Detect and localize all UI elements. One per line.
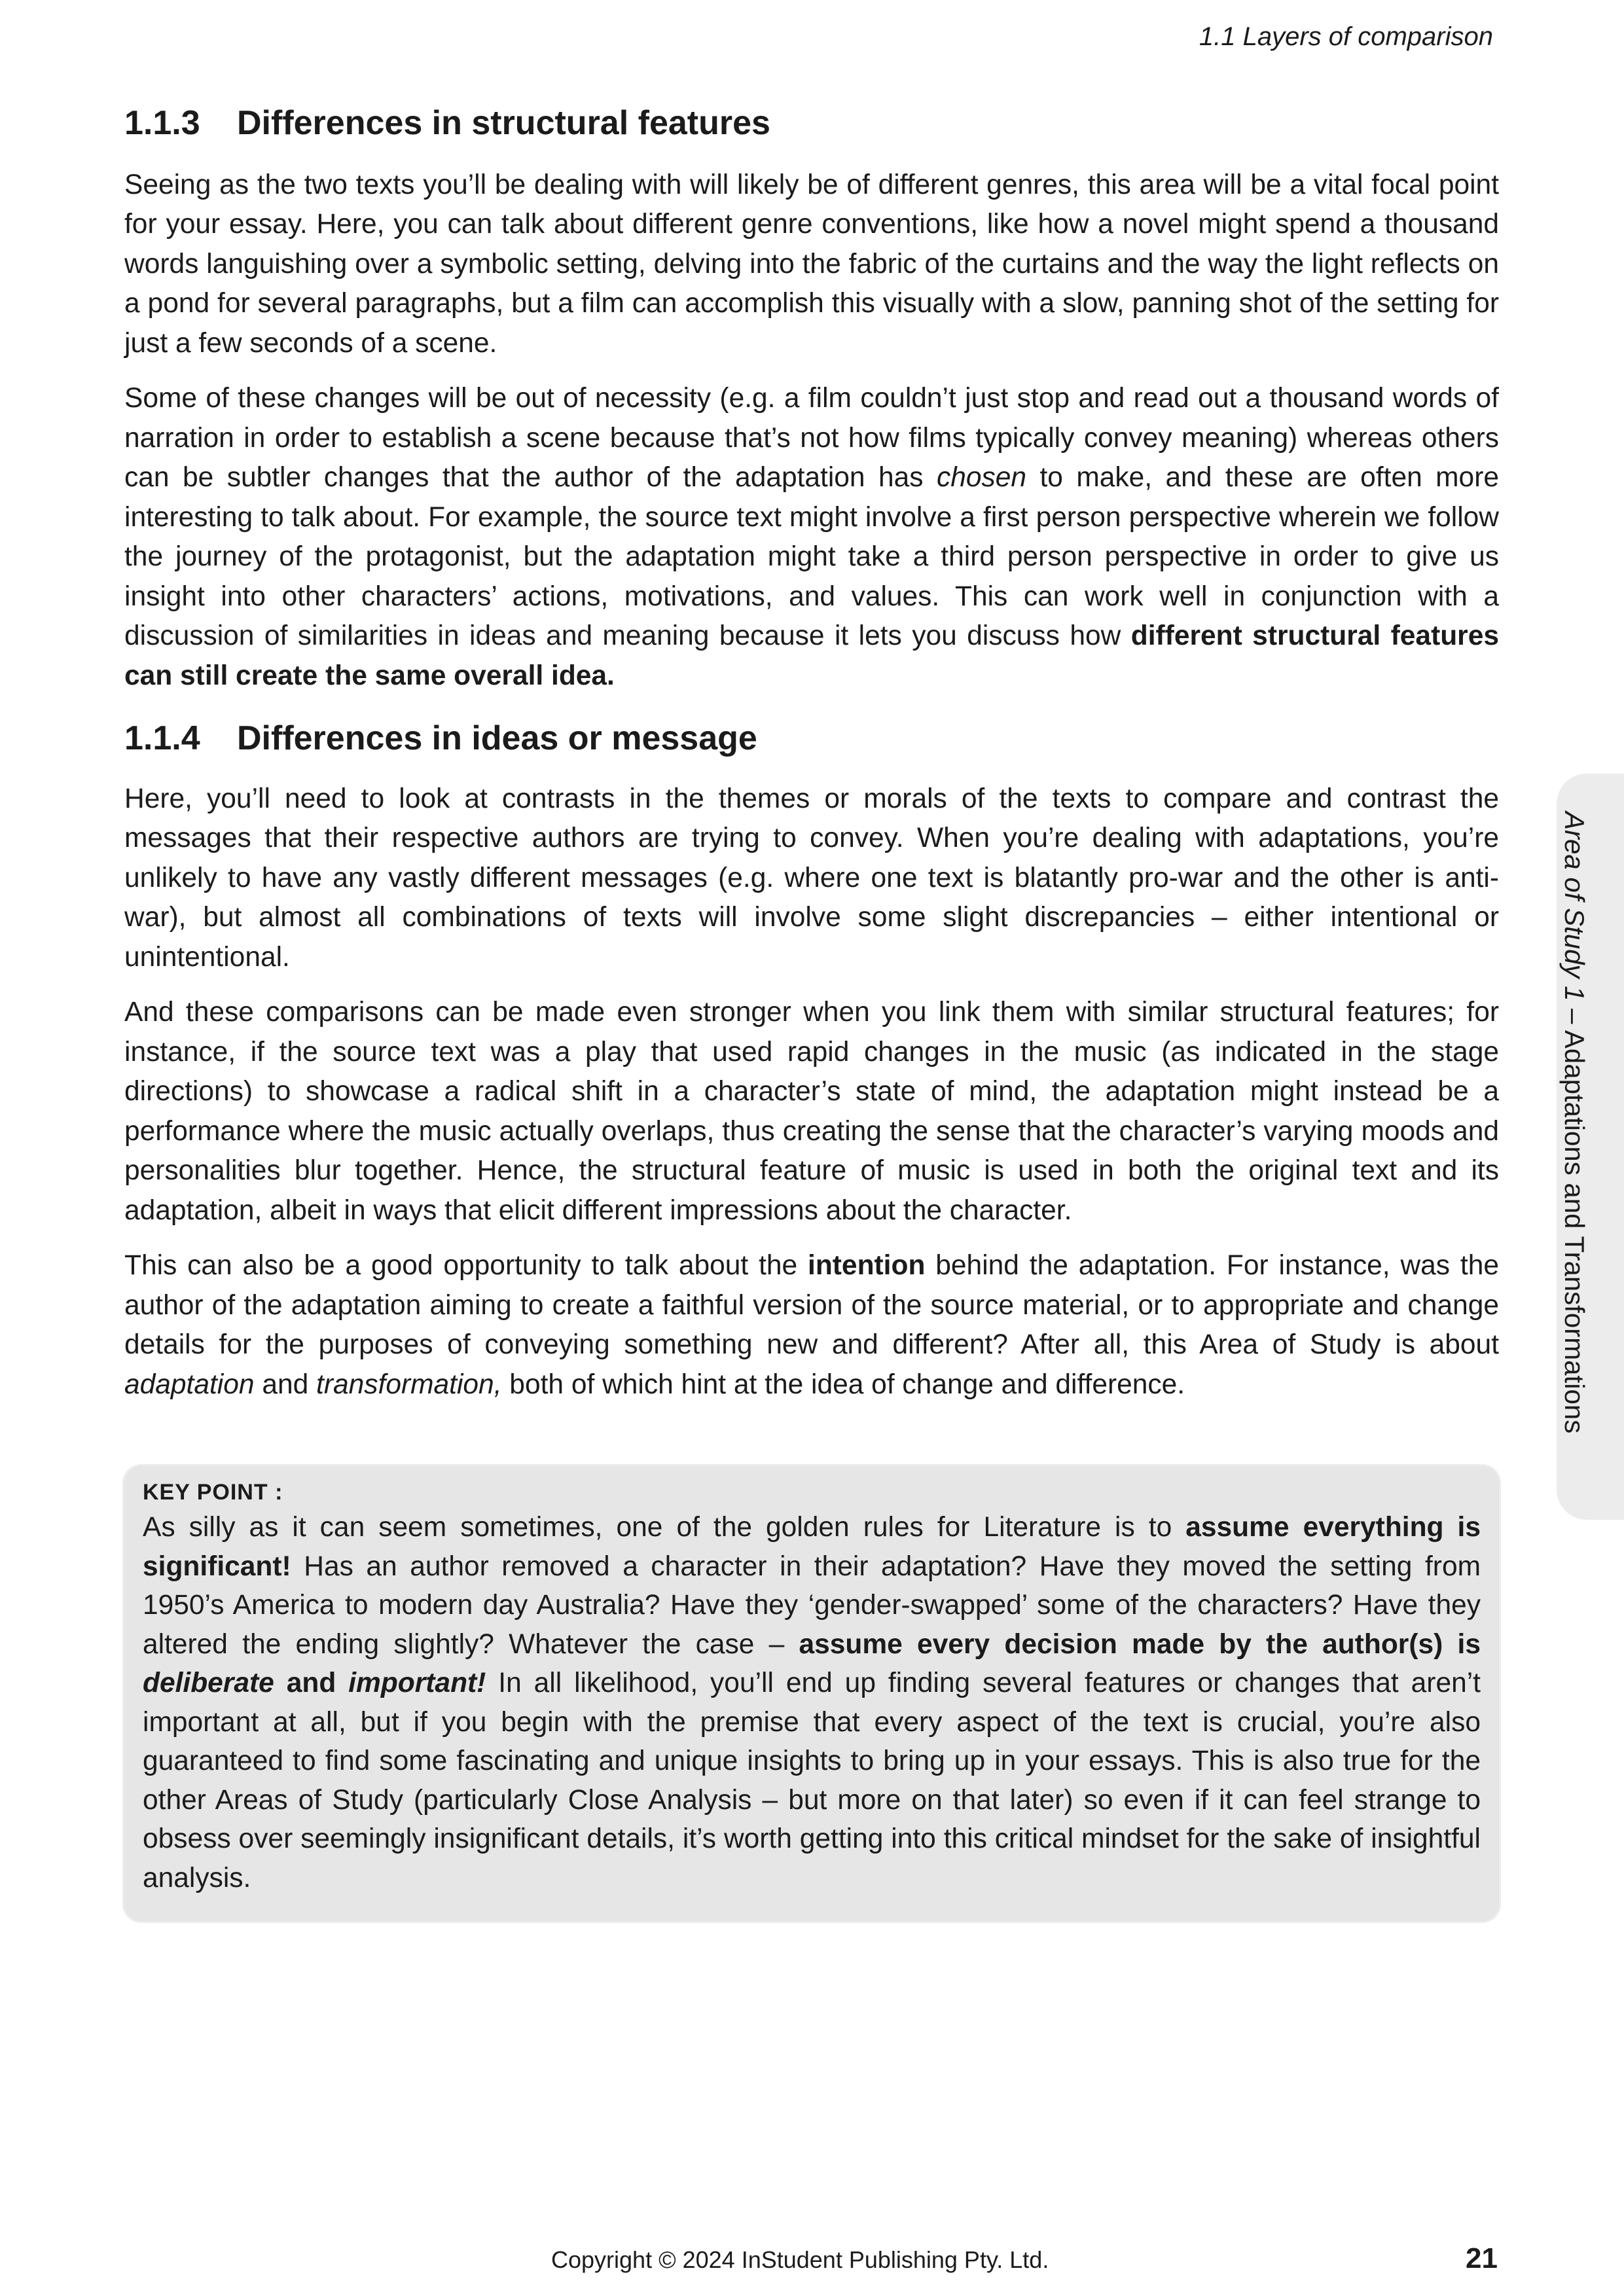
section-number: 1.1.4	[124, 719, 200, 758]
text-run: behind the adaptation. For instance, was the author of the adaptation aiming to create a faithful version of the source material, or to appropriate and change details for the purposes of conveying something new and different? After all, this Area of Study is about	[124, 1250, 1499, 1361]
text-run: Seeing as the two texts you’ll be dealing with will likely be of different genres, this area will be a vital focal point for your essay. Here, you can talk about different genre conventions, like how a novel might spend a thousand words languishing over a symbolic setting, delving into the fabric of the curtains and the way the light reflects on a pond for several paragraphs, but a film can accomplish this visually with a slow, panning shot of the setting for just a few seconds of a scene.	[124, 169, 1499, 359]
side-tab-rest: – Adaptations and Transformations	[1559, 1001, 1590, 1434]
body-paragraph	[124, 780, 1499, 978]
text-run: In all likelihood, you’ll end up finding several features or changes that aren’t important at all, but if you begin with the premise that every aspect of the text is crucial, you’re also guaranteed to find some fascinating and unique insights to bring up in your essays. This is also true for the other Areas of Study (particularly Close Analysis – but more on that later) so even if it can feel strange to obsess over seemingly insignificant details, it’s worth getting into this critical mindset for the sake of insightful analysis.	[143, 1668, 1481, 1893]
key-point-title: KEY POINT :	[143, 1480, 283, 1505]
section-title: Differences in ideas or message	[237, 719, 757, 758]
text-run: And these comparisons can be made even stronger when you link them with similar structural features; for instance, if the source text was a play that used rapid changes in the music (as indicated in the stage directions) to showcase a radical shift in a character’s state of mind, the adaptation might instead be a performance where the music actually overlaps, thus creating the sense that the character’s varying moods and personalities blur together. Hence, the structural feature of music is used in both the original text and its adaptation, albeit in ways that elicit different impressions about the character.	[124, 997, 1499, 1226]
body-paragraph	[124, 166, 1499, 364]
emphasis-text: different structural features can still create the same overall idea.	[124, 620, 1499, 691]
section-1-1-4	[124, 717, 1499, 1405]
copyright-notice: Copyright © 2024 InStudent Publishing Pty. Ltd.	[551, 2246, 1049, 2273]
emphasis-text: deliberate	[143, 1668, 274, 1698]
emphasis-text: adaptation	[124, 1369, 255, 1400]
key-point-box	[124, 1466, 1499, 1921]
emphasis-text: chosen	[936, 462, 1027, 493]
section-1-1-3	[124, 101, 1499, 696]
main-content	[124, 101, 1499, 1420]
section-heading	[124, 101, 1499, 146]
text-run: This can also be a good opportunity to talk about the	[124, 1250, 808, 1282]
text-run: to make, and these are often more interesting to talk about. For example, the source text might involve a first person perspective wherein we follow the journey of the protagonist, but the adaptation might take a third person perspective in order to give us insight into other characters’ actions, motivations, and values. This can work well in conjunction with a discussion of similarities in ideas and meaning because it lets you discuss how	[124, 462, 1499, 652]
body-paragraph	[124, 379, 1499, 696]
key-point-body	[143, 1508, 1481, 1897]
emphasis-text: transformation,	[316, 1369, 502, 1400]
page-number: 21	[1466, 2242, 1498, 2274]
text-run: As silly as it can seem sometimes, one of the golden rules for Literature is to	[143, 1512, 1186, 1543]
emphasis-text: important!	[348, 1668, 486, 1698]
emphasis-text: assume every decision made by the author(s) is	[799, 1628, 1481, 1660]
side-tab-italic: Area of Study 1	[1559, 812, 1590, 1001]
emphasis-text: assume everything is significant!	[143, 1512, 1481, 1582]
emphasis-text: and	[274, 1668, 349, 1698]
section-title: Differences in structural features	[237, 104, 770, 142]
section-heading	[124, 717, 1499, 761]
text-run: Here, you’ll need to look at contrasts in the themes or morals of the texts to compare and contrast the messages that their respective authors are trying to convey. When you’re dealing with adaptations, you’re unlikely to have any vastly different messages (e.g. where one text is blatantly pro-war and the other is anti-war), but almost all combinations of texts will involve some slight discrepancies – either intentional or unintentional.	[124, 783, 1499, 973]
body-paragraph	[124, 1246, 1499, 1405]
emphasis-text: intention	[808, 1250, 926, 1282]
text-run: Has an author removed a character in their adaptation? Have they moved the setting from 1950’s America to modern day Australia? Have they ‘gender-swapped’ some of the characters? Have they altered the ending slightly? Whatever the case –	[143, 1551, 1481, 1660]
text-run: Some of these changes will be out of necessity (e.g. a film couldn’t just stop and read out a thousand words of narration in order to establish a scene because that’s not how films typically convey meaning) whereas others can be subtler changes that the author of the adaptation has	[124, 383, 1499, 493]
side-tab-label	[1559, 812, 1590, 1433]
text-run: both of which hint at the idea of change and difference.	[501, 1369, 1185, 1400]
body-paragraph	[124, 993, 1499, 1230]
running-header: 1.1 Layers of comparison	[1199, 22, 1493, 51]
section-number: 1.1.3	[124, 104, 200, 142]
text-run: and	[254, 1369, 317, 1400]
